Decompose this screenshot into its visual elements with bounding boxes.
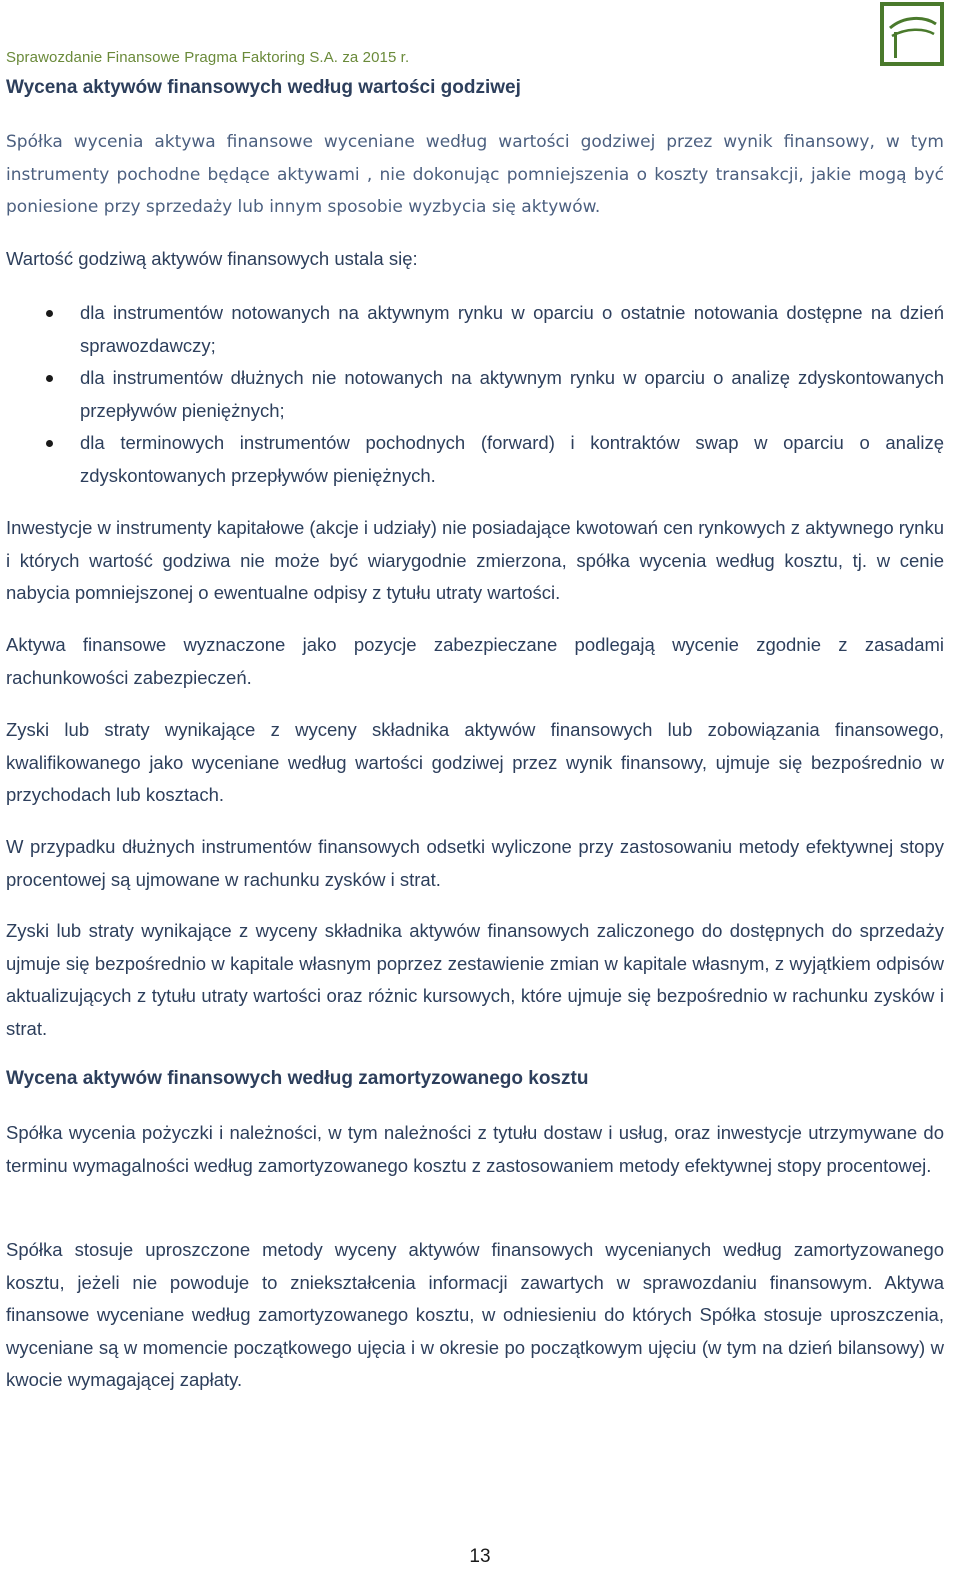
- list-item-text: dla instrumentów notowanych na aktywnym rynku w oparciu o ostatnie notowania dostępne na dzień sprawozdawczy;: [80, 302, 944, 356]
- section-heading-amortized-cost: Wycena aktywów finansowych według zamortyzowanego kosztu: [6, 1068, 589, 1089]
- paragraph-debt-instruments-interest: W przypadku dłużnych instrumentów finansowych odsetki wyliczone przy zastosowaniu metody efektywnej stopy procentowej są ujmowane w rachunku zysków i strat.: [6, 836, 944, 890]
- list-item-text: dla terminowych instrumentów pochodnych (forward) i kontraktów swap w oparciu o analizę zdyskontowanych przepływów pieniężnych.: [80, 432, 944, 486]
- document-header-title: Sprawozdanie Finansowe Pragma Faktoring S.A. za 2015 r.: [6, 49, 410, 66]
- paragraph-gains-losses-profit: Zyski lub straty wynikające z wyceny składnika aktywów finansowych lub zobowiązania finansowego, kwalifikowanego jako wyceniane według wartości godziwej przez wynik finansowy, ujmuje się bezpośrednio w przychodach lub kosztach.: [6, 719, 944, 805]
- bullet-icon: [46, 310, 53, 317]
- fair-value-bullet-list: [0, 297, 944, 492]
- company-logo-icon: [880, 2, 944, 66]
- paragraph-equity-instruments: Inwestycje w instrumenty kapitałowe (akcje i udziały) nie posiadające kwotowań cen rynkowych z aktywnego rynku i których wartość godziwa nie może być wiarygodnie zmierzona, spółka wycenia według kosztu, tj. w cenie nabycia pomniejszonej o ewentualne odpisy z tytułu utraty wartości.: [6, 517, 944, 603]
- list-item: [0, 362, 944, 427]
- list-item: [0, 427, 944, 492]
- page-number: 13: [469, 1546, 491, 1567]
- bullet-icon: [46, 375, 53, 382]
- paragraph-fair-value-determination: Wartość godziwą aktywów finansowych ustala się:: [6, 248, 418, 269]
- list-item-text: dla instrumentów dłużnych nie notowanych na aktywnym rynku w oparciu o analizę zdyskontowanych przepływów pieniężnych;: [80, 367, 944, 421]
- paragraph-fair-value-intro: Spółka wycenia aktywa finansowe wyceniane według wartości godziwej przez wynik finansowy, w tym instrumenty pochodne będące aktywami , nie dokonując pomniejszenia o koszty transakcji, jakie mogą być poniesione przy sprzedaży lub innym sposobie wyzbycia się aktywów.: [6, 132, 944, 217]
- bullet-icon: [46, 440, 53, 447]
- paragraph-hedged-items: Aktywa finansowe wyznaczone jako pozycje zabezpieczane podlegają wycenie zgodnie z zasadami rachunkowości zabezpieczeń.: [6, 634, 944, 688]
- paragraph-available-for-sale: Zyski lub straty wynikające z wyceny składnika aktywów finansowych zaliczonego do dostępnych do sprzedaży ujmuje się bezpośrednio w kapitale własnym poprzez zestawienie zmian w kapitale własnym, z wyjątkiem odpisów aktualizujących z tytułu utraty wartości oraz różnic kursowych, które ujmuje się bezpośrednio w rachunku zysków i strat.: [6, 920, 944, 1039]
- list-item: [0, 297, 944, 362]
- paragraph-simplified-methods: Spółka stosuje uproszczone metody wyceny aktywów finansowych wycenianych według zamortyzowanego kosztu, jeżeli nie powoduje to zniekształcenia informacji zawartych w sprawozdaniu finansowym. Aktywa finansowe wyceniane według zamortyzowanego kosztu, w odniesieniu do których Spółka stosuje uproszczenia, wyceniane są w momencie początkowego ujęcia i w okresie po początkowym ujęciu (w tym na dzień bilansowy) w kwocie wymagającej zapłaty.: [6, 1239, 944, 1390]
- section-heading-fair-value: Wycena aktywów finansowych według wartości godziwej: [6, 77, 521, 98]
- paragraph-loans-receivables: Spółka wycenia pożyczki i należności, w tym należności z tytułu dostaw i usług, oraz inwestycje utrzymywane do terminu wymagalności według zamortyzowanego kosztu z zastosowaniem metody efektywnej stopy procentowej.: [6, 1122, 944, 1176]
